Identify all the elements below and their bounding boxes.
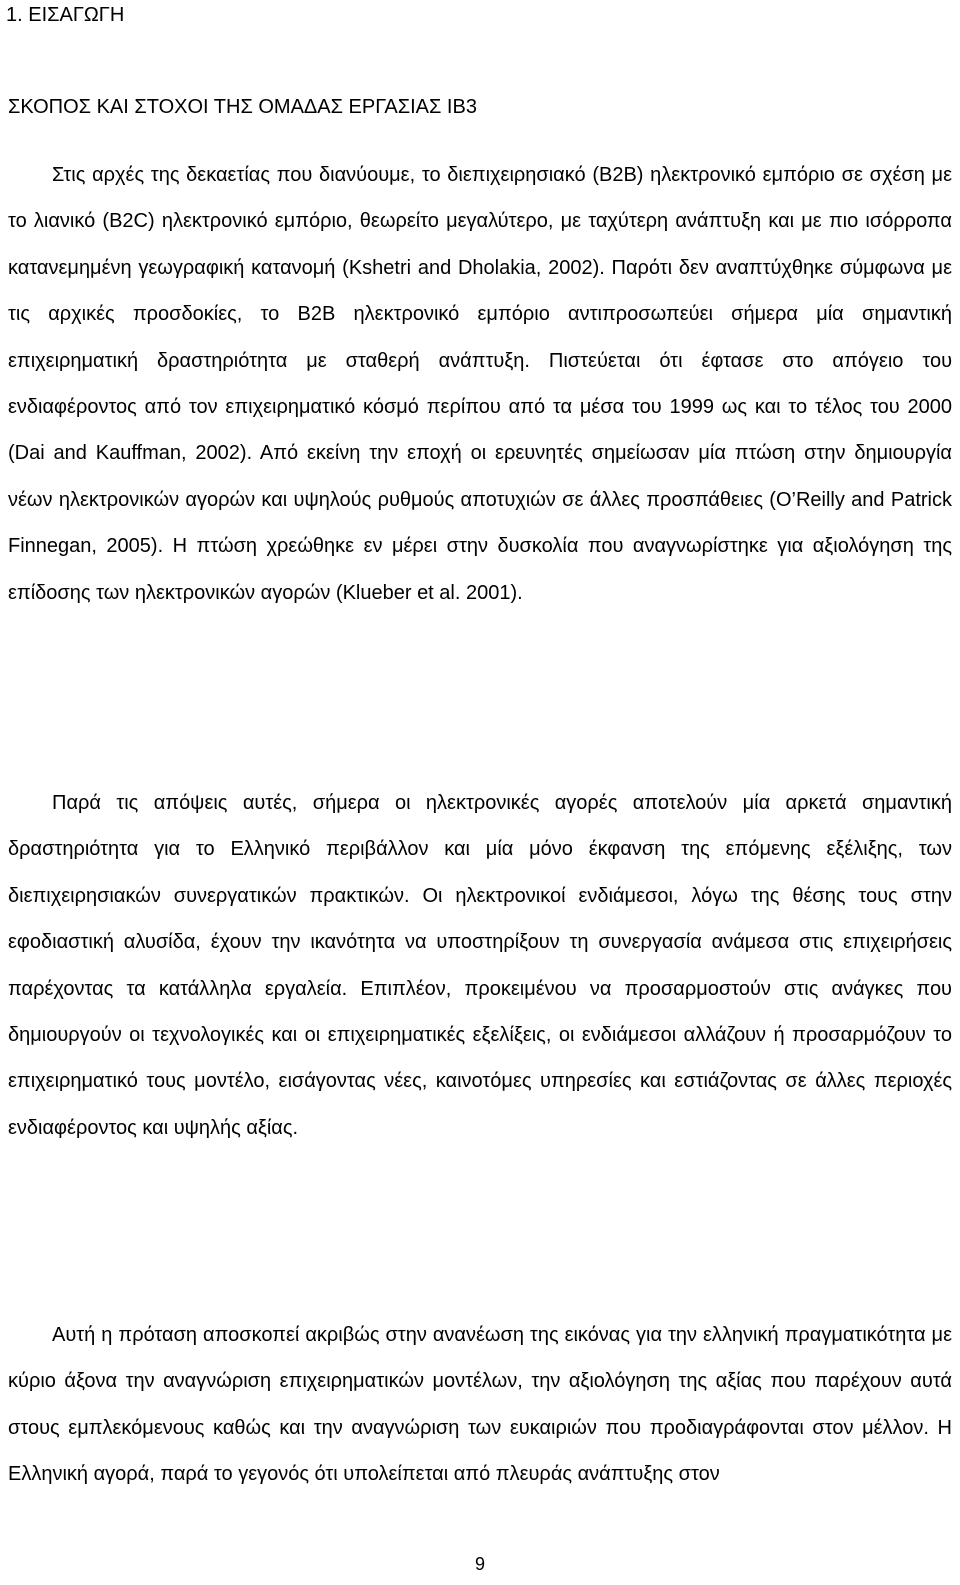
chapter-heading: 1. ΕΙΣΑΓΩΓΗ [6,4,125,26]
body-paragraph: Παρά τις απόψεις αυτές, σήμερα οι ηλεκτρονικές αγορές αποτελούν μία αρκετά σημαντική δραστηριότητα για το Ελληνικό περιβάλλον και μία μόνο έκφανση της επόμενης εξέλιξης, των διεπιχειρησιακών συνεργατικών πρακτικών. Οι ηλεκτρονικοί ενδιάμεσοι, λόγω της θέσης τους στην εφοδιαστική αλυσίδα, έχουν την ικανότητα να υποστηρίξουν τη συνεργασία ανάμεσα στις επιχειρήσεις παρέχοντας τα κατάλληλα εργαλεία. Επιπλέον, προκειμένου να προσαρμοστούν στις ανάγκες που δημιουργούν οι τεχνολογικές και οι επιχειρηματικές εξελίξεις, οι ενδιάμεσοι αλλάζουν ή προσαρμόζουν το επιχειρηματικό τους μοντέλο, εισάγοντας νέες, καινοτόμες υπηρεσίες και εστιάζοντας σε άλλες περιοχές ενδιαφέροντος και υψηλής αξίας. [8,792,952,1139]
body-paragraph: Αυτή η πρόταση αποσκοπεί ακριβώς στην ανανέωση της εικόνας για την ελληνική πραγματικότητα με κύριο άξονα την αναγνώριση επιχειρηματικών μοντέλων, την αξιολόγηση της αξίας που παρέχουν αυτά στους εμπλεκόμενους καθώς και την αναγνώριση των ευκαιριών που προδιαγράφονται στον μέλλον. Η Ελληνική αγορά, παρά το γεγονός ότι υπολείπεται από πλευράς ανάπτυξης στον [8,1324,952,1486]
page-number: 9 [0,1552,960,1576]
body-paragraph: Στις αρχές της δεκαετίας που διανύουμε, το διεπιχειρησιακό (Β2Β) ηλεκτρονικό εμπόριο σε σχέση με το λιανικό (B2C) ηλεκτρονικό εμπόριο, θεωρείτο μεγαλύτερο, με ταχύτερη ανάπτυξη και με πιο ισόρροπα κατανεμημένη γεωγραφική κατανομή (Kshetri and Dholakia, 2002). Παρότι δεν αναπτύχθηκε σύμφωνα με τις αρχικές προσδοκίες, το B2B ηλεκτρονικό εμπόριο αντιπροσωπεύει σήμερα μία σημαντική επιχειρηματική δραστηριότητα με σταθερή ανάπτυξη. Πιστεύεται ότι έφτασε στο απόγειο του ενδιαφέροντος από τον επιχειρηματικό κόσμό περίπου από τα μέσα του 1999 ως και το τέλος του 2000 (Dai and Kauffman, 2002). Από εκείνη την εποχή οι ερευνητές σημείωσαν μία πτώση στην δημιουργία νέων ηλεκτρονικών αγορών και υψηλούς ρυθμούς αποτυχιών σε άλλες προσπάθειες (O’Reilly and Patrick Finnegan, 2005). Η πτώση χρεώθηκε εν μέρει στην δυσκολία που αναγνωρίστηκε για αξιολόγηση της επίδοσης των ηλεκτρονικών αγορών (Klueber et al. 2001). [8,164,952,604]
section-heading: ΣΚΟΠΟΣ ΚΑΙ ΣΤΟΧΟΙ ΤΗΣ ΟΜΑΔΑΣ ΕΡΓΑΣΙΑΣ ΙΒ3 [8,96,477,118]
